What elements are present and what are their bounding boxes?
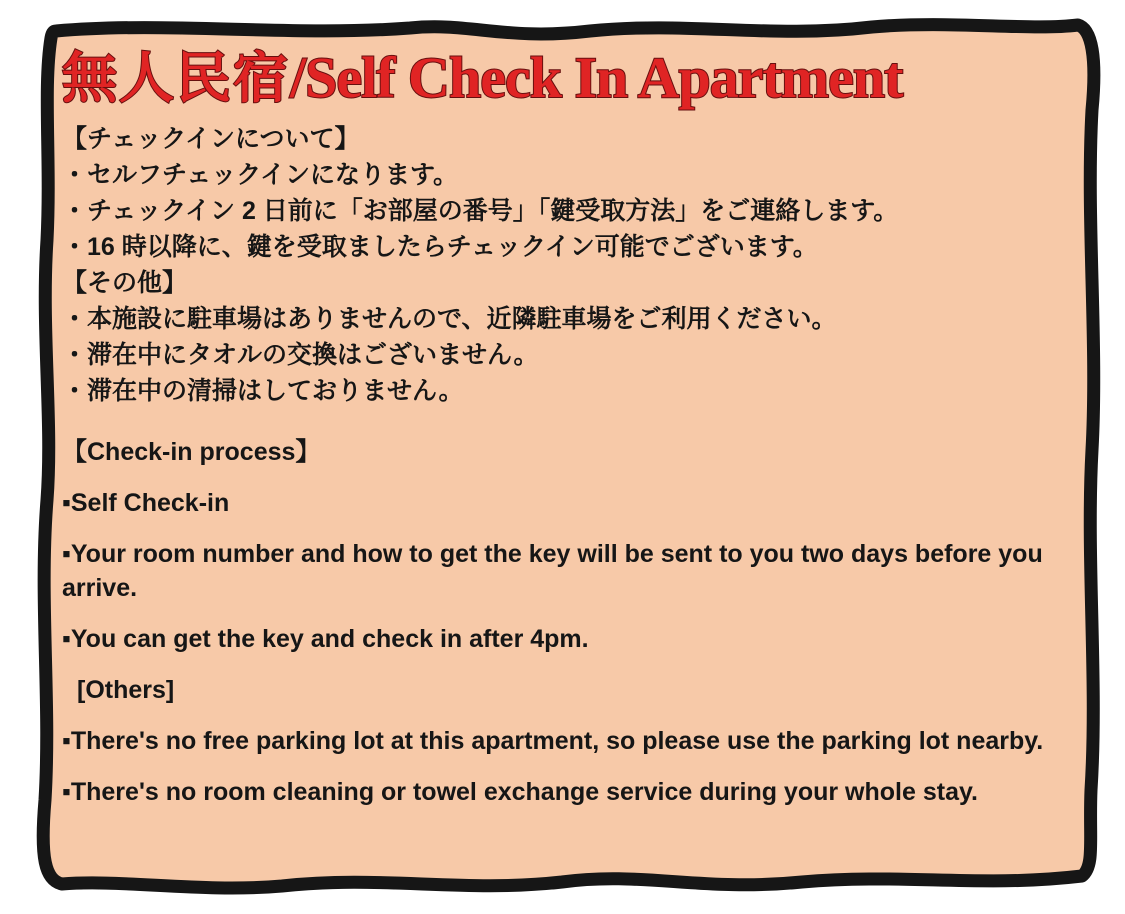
en-checkin-item: ▪You can get the key and check in after 4pm. <box>62 625 589 653</box>
jp-others-item: ・滞在中の清掃はしておりません。 <box>62 377 464 405</box>
jp-checkin-item: ・セルフチェックインになります。 <box>62 161 459 189</box>
title-english: /Self Check In Apartment <box>290 45 903 110</box>
jp-others-item: ・滞在中にタオルの交換はございません。 <box>62 341 539 369</box>
en-others-heading: [Others] <box>77 676 175 704</box>
english-section <box>62 435 1065 809</box>
jp-checkin-item: ・チェックイン 2 日前に「お部屋の番号」「鍵受取方法」をご連絡します。 <box>62 197 899 225</box>
en-others-item: ▪There's no free parking lot at this apartment, so please use the parking lot nearby. <box>62 727 1044 755</box>
en-others-item: ▪There's no room cleaning or towel exchange service during your whole stay. <box>62 778 978 806</box>
title-japanese: 無人民宿 <box>62 47 291 109</box>
page-title <box>62 34 1065 113</box>
en-checkin-heading: 【Check-in process】 <box>62 438 321 466</box>
jp-others-item: ・本施設に駐車場はありませんので、近隣駐車場をご利用ください。 <box>62 305 837 333</box>
en-checkin-item: ▪Self Check-in <box>62 489 230 517</box>
jp-checkin-item: ・16 時以降に、鍵を受取ましたらチェックイン可能でございます。 <box>62 233 818 261</box>
notice-content <box>62 34 1065 809</box>
jp-checkin-heading: 【チェックインについて】 <box>62 125 360 153</box>
jp-others-heading: 【その他】 <box>62 269 188 297</box>
en-checkin-item: ▪Your room number and how to get the key will be sent to you two days before you arrive. <box>62 540 1043 602</box>
japanese-section <box>62 121 1065 409</box>
